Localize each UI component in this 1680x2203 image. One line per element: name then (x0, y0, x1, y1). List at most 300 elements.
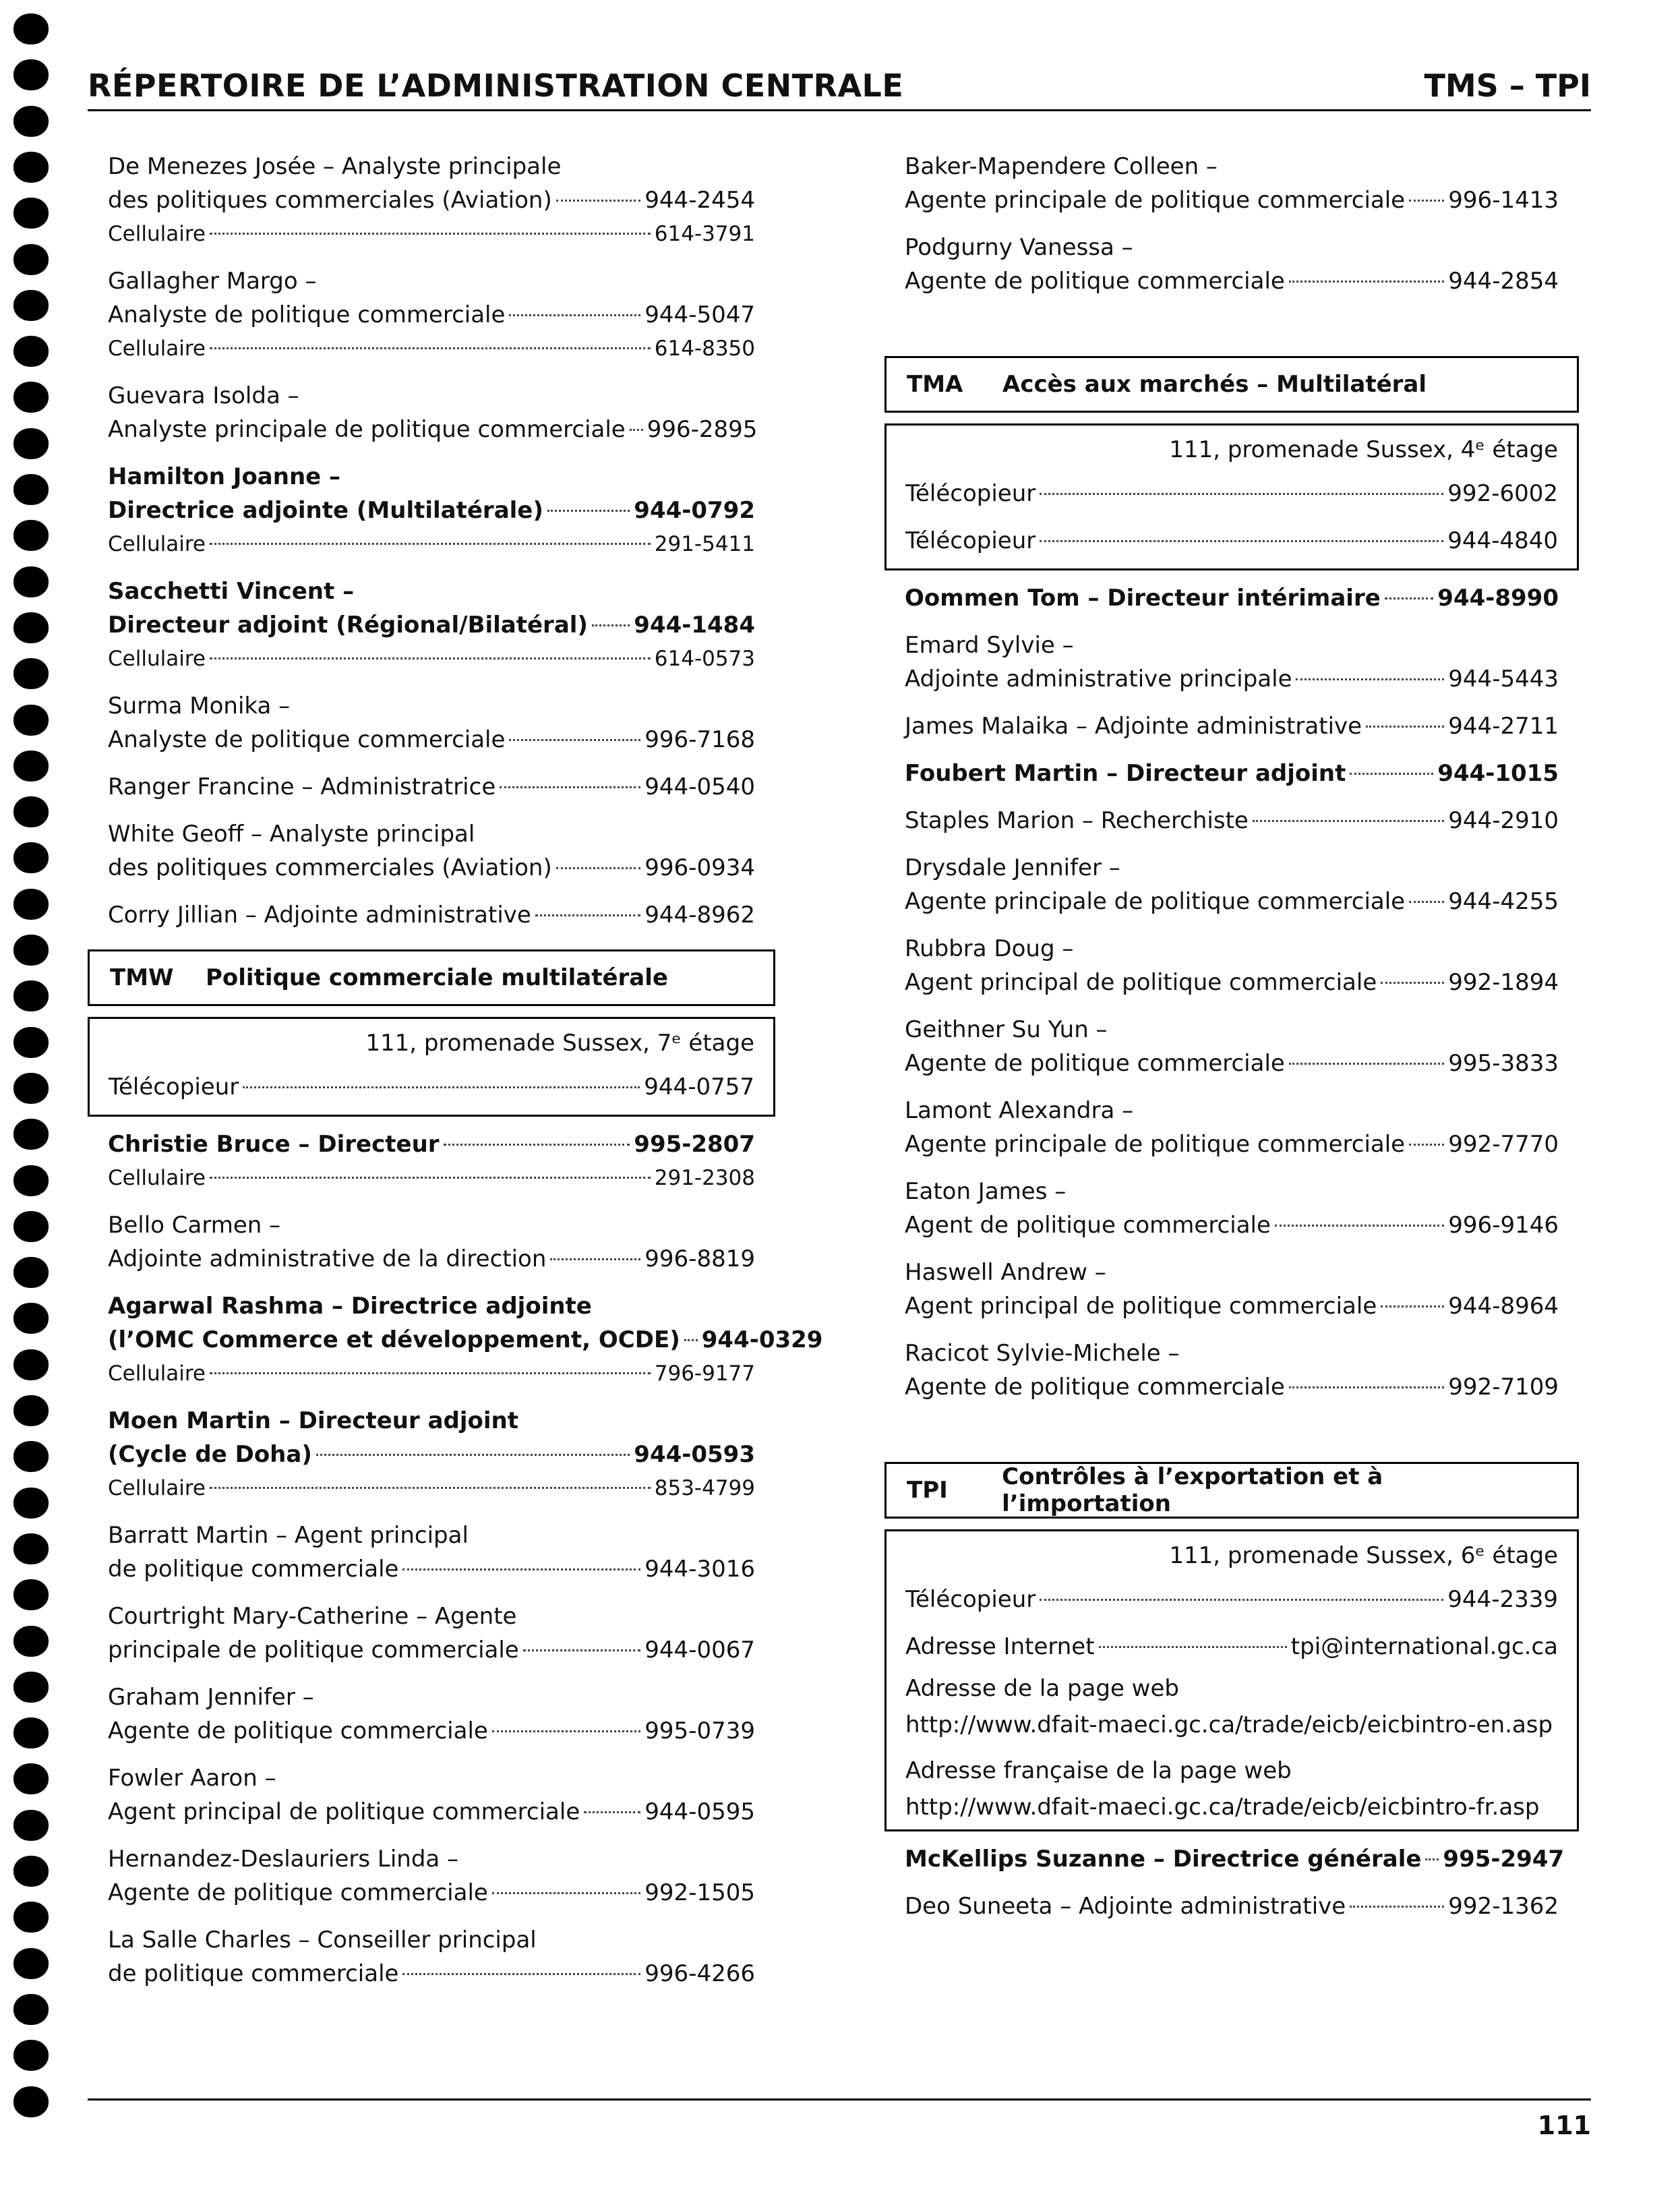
leader-dots (1366, 726, 1444, 728)
entry-text: (l’OMC Commerce et développement, OCDE) (108, 1326, 680, 1353)
binder-holes (13, 0, 61, 2203)
binder-hole (13, 382, 49, 413)
leader-dots (243, 1086, 640, 1088)
entry-text: White Geoff – Analyste principal (108, 821, 475, 848)
binder-hole (13, 1856, 49, 1887)
section-info-tma (884, 423, 1579, 570)
web-link[interactable]: http://www.dfait-maeci.gc.ca/trade/eicb/eicbintro-en.asp (905, 1711, 1553, 1738)
cell-line (108, 332, 755, 365)
phone-number: 944-5443 (1448, 666, 1559, 693)
entry-text: des politiques commerciales (Aviation) (108, 187, 552, 214)
entry-line (108, 460, 755, 494)
binder-hole (13, 2086, 49, 2117)
entry-line (905, 1013, 1559, 1047)
entry-line (108, 1957, 755, 1991)
division-code: TMS – TPI (1424, 67, 1591, 104)
directory-entry (905, 1013, 1559, 1080)
entry-text: Gallagher Margo – (108, 268, 317, 295)
binder-hole (13, 13, 49, 45)
entry-line (905, 1127, 1559, 1161)
fax-number: 992-6002 (1447, 480, 1558, 507)
leader-dots (509, 314, 640, 316)
entry-line (905, 966, 1559, 999)
directory-entry (108, 689, 755, 757)
directory-entry (108, 1842, 755, 1910)
entry-text: Moen Martin – Directeur adjoint (108, 1407, 519, 1434)
phone-number: 944-2854 (1448, 268, 1559, 295)
entry-text: Hamilton Joanne – (108, 463, 341, 490)
binder-hole (13, 1211, 49, 1242)
phone-number: 992-1505 (644, 1879, 755, 1906)
phone-number: 944-1484 (634, 612, 755, 639)
leader-dots (1040, 493, 1443, 495)
entry-line (108, 1242, 755, 1276)
phone-number: 996-7168 (644, 726, 755, 753)
phone-number: 996-4266 (644, 1960, 755, 1987)
email-label: Adresse Internet (905, 1633, 1095, 1660)
fax-number: 944-4840 (1447, 527, 1558, 554)
binder-hole (13, 1073, 49, 1104)
entry-text: Agente principale de politique commerciale (905, 888, 1406, 915)
leader-dots (547, 510, 630, 512)
leader-dots (1381, 982, 1444, 984)
directory-entry (905, 1175, 1559, 1242)
section-name: Accès aux marchés – Multilatéral (1002, 371, 1427, 398)
entry-text: Agente de politique commerciale (108, 1717, 488, 1744)
directory-entry (108, 1519, 755, 1586)
entry-text: Analyste principale de politique commerciale (108, 416, 626, 443)
entry-line (108, 1633, 755, 1667)
entry-list (905, 581, 1559, 1404)
directory-entry (905, 1842, 1565, 1876)
binder-hole (13, 1533, 49, 1564)
phone-number: 995-3833 (1448, 1050, 1559, 1077)
directory-entry (108, 1923, 755, 1991)
binder-hole (13, 889, 49, 920)
entry-text: Directeur adjoint (Régional/Bilatéral) (108, 612, 588, 639)
phone-number: 944-2454 (644, 187, 755, 214)
entry-text: principale de politique commerciale (108, 1637, 519, 1664)
directory-entry (108, 1761, 755, 1829)
directory-entry (108, 1289, 823, 1390)
cell-label: Cellulaire (108, 222, 206, 246)
entry-text: Analyste de politique commerciale (108, 301, 506, 328)
entry-line (905, 1370, 1559, 1404)
phone-number: 944-8990 (1437, 585, 1559, 612)
cell-label: Cellulaire (108, 336, 206, 361)
leader-dots (402, 1973, 640, 1975)
entry-line (905, 1337, 1559, 1370)
cell-label: Cellulaire (108, 532, 206, 556)
entry-line (108, 264, 755, 298)
entry-text: Agent principal de politique commerciale (905, 969, 1377, 996)
entry-text: Agent principal de politique commerciale (905, 1293, 1377, 1320)
directory-entry (905, 851, 1559, 918)
entry-line (108, 379, 755, 413)
fax-line (905, 1576, 1558, 1623)
binder-hole (13, 1257, 49, 1288)
entry-text: La Salle Charles – Conseiller principal (108, 1927, 537, 1954)
entry-line (905, 150, 1559, 183)
entry-text: Graham Jennifer – (108, 1684, 314, 1711)
entry-text: Hernandez-Deslauriers Linda – (108, 1846, 459, 1873)
binder-hole (13, 290, 49, 321)
phone-number: 944-0329 (701, 1326, 823, 1353)
entry-line (905, 1208, 1559, 1242)
leader-dots (1040, 540, 1443, 542)
leader-dots (210, 233, 651, 235)
binder-hole (13, 612, 49, 643)
leader-dots (210, 543, 651, 545)
section-code: TMW (110, 964, 174, 991)
entry-text: James Malaika – Adjointe administrative (905, 713, 1362, 740)
leader-dots (1350, 1906, 1444, 1908)
binder-hole (13, 1810, 49, 1841)
entry-line (108, 1680, 755, 1714)
entry-line (905, 1094, 1559, 1127)
directory-entry (905, 150, 1559, 217)
directory-entry (905, 581, 1559, 615)
section-address: 111, promenade Sussex, 4ᵉ étage (1169, 436, 1558, 463)
entry-text: Courtright Mary-Catherine – Agente (108, 1603, 517, 1630)
entry-line (108, 1323, 823, 1357)
entry-text: Baker-Mapendere Colleen – (905, 153, 1218, 180)
entry-line (108, 770, 755, 804)
binder-hole (13, 1441, 49, 1472)
phone-number: 944-0595 (644, 1798, 755, 1825)
leader-dots (584, 1811, 640, 1813)
entry-text: Fowler Aaron – (108, 1765, 276, 1792)
phone-number: 992-1894 (1448, 969, 1559, 996)
entry-text: Adjointe administrative principale (905, 666, 1292, 693)
phone-number: 944-4255 (1448, 888, 1559, 915)
leader-dots (556, 867, 641, 869)
fax-label: Télécopieur (905, 527, 1036, 554)
directory-entry (905, 1337, 1559, 1404)
page-header (88, 61, 1591, 108)
binder-hole (13, 1763, 49, 1794)
entry-line (905, 932, 1559, 966)
entry-line (905, 1842, 1565, 1876)
binder-hole (13, 198, 49, 229)
binder-hole (13, 59, 49, 90)
binder-hole (13, 152, 49, 183)
leader-dots (210, 1487, 651, 1489)
page-number: 111 (1537, 2111, 1591, 2140)
entry-line (108, 898, 755, 932)
leader-dots (1296, 678, 1444, 680)
binder-hole (13, 106, 49, 137)
leader-dots (1409, 1144, 1444, 1146)
entry-text: Rubbra Doug – (905, 935, 1074, 962)
binder-hole (13, 1303, 49, 1334)
leader-dots (210, 657, 651, 659)
entry-text: Directrice adjointe (Multilatérale) (108, 497, 543, 524)
entry-text: Agente de politique commerciale (905, 268, 1285, 295)
entry-text: Sacchetti Vincent – (108, 578, 355, 605)
entry-text: de politique commerciale (108, 1556, 399, 1583)
directory-entry (108, 1599, 755, 1667)
binder-hole (13, 1165, 49, 1196)
entry-line (108, 1599, 755, 1633)
binder-hole (13, 705, 49, 736)
entry-list (108, 1127, 823, 1991)
phone-number: 944-0792 (634, 497, 755, 524)
binder-hole (13, 1488, 49, 1519)
entry-line (905, 1289, 1559, 1323)
entry-line (905, 1047, 1559, 1080)
cell-line (108, 642, 755, 676)
leader-dots (523, 1649, 641, 1651)
section-info-tmw (88, 1017, 775, 1117)
header-rule (88, 109, 1591, 111)
entry-line (905, 1175, 1559, 1208)
section-info-tpi (884, 1529, 1579, 1831)
entry-text: Haswell Andrew – (905, 1259, 1106, 1286)
leader-dots (630, 429, 643, 431)
section-header-tmw (88, 949, 775, 1006)
entry-line (905, 264, 1559, 298)
directory-entry (905, 1094, 1559, 1161)
leader-dots (1381, 1305, 1444, 1308)
entry-line (905, 851, 1559, 885)
entry-text: Bello Carmen – (108, 1212, 281, 1239)
entry-text: de politique commerciale (108, 1960, 399, 1987)
binder-hole (13, 1395, 49, 1426)
phone-number: 944-2910 (1448, 807, 1559, 834)
entry-text: Agarwal Rashma – Directrice adjointe (108, 1293, 592, 1320)
directory-entry (108, 1680, 755, 1748)
leader-dots (1385, 597, 1433, 599)
entry-text: Christie Bruce – Directeur (108, 1131, 440, 1158)
entry-text: (Cycle de Doha) (108, 1441, 312, 1468)
entry-line (108, 1208, 755, 1242)
fax-label: Télécopieur (109, 1074, 239, 1100)
entry-line (108, 183, 755, 217)
entry-text: De Menezes Josée – Analyste principale (108, 153, 562, 180)
entry-line (108, 494, 755, 527)
entry-line (108, 1519, 755, 1552)
phone-number: 944-0067 (644, 1637, 755, 1664)
leader-dots (210, 347, 651, 349)
binder-hole (13, 1626, 49, 1657)
entry-line (108, 851, 755, 885)
entry-line (108, 150, 755, 183)
leader-dots (1275, 1225, 1444, 1227)
leader-dots (1409, 200, 1444, 202)
entry-text: McKellips Suzanne – Directrice générale (905, 1846, 1422, 1873)
phone-number: 944-8964 (1448, 1293, 1559, 1320)
binder-hole (13, 842, 49, 873)
leader-dots (1350, 773, 1433, 775)
phone-number: 996-8819 (644, 1245, 755, 1272)
entry-line (108, 413, 758, 446)
entry-text: Agent principal de politique commerciale (108, 1798, 580, 1825)
entry-text: Racicot Sylvie-Michele – (905, 1340, 1180, 1367)
entry-line (108, 1404, 755, 1438)
binder-hole (13, 566, 49, 597)
web-fr-label: Adresse française de la page web (905, 1757, 1292, 1784)
leader-dots (402, 1568, 640, 1570)
binder-hole (13, 1717, 49, 1749)
section-address: 111, promenade Sussex, 6ᵉ étage (1169, 1542, 1558, 1569)
entry-list (108, 150, 758, 932)
web-label: Adresse de la page web (905, 1675, 1179, 1702)
leader-dots (1040, 1599, 1443, 1601)
entry-line (108, 689, 755, 723)
fax-number: 944-2339 (1447, 1586, 1558, 1613)
entry-line (108, 575, 755, 608)
binder-hole (13, 244, 49, 275)
directory-entry (905, 757, 1559, 790)
section-code: TMA (907, 371, 963, 398)
directory-entry (905, 628, 1559, 696)
cell-label: Cellulaire (108, 1166, 206, 1190)
entry-line (108, 1289, 755, 1323)
directory-entry (108, 460, 755, 561)
binder-hole (13, 1672, 49, 1703)
entry-line (108, 1552, 755, 1586)
binder-hole (13, 336, 49, 367)
entry-line (108, 1714, 755, 1748)
entry-line (905, 885, 1559, 918)
entry-text: Agente principale de politique commerciale (905, 187, 1406, 214)
phone-number: 291-2308 (654, 1166, 755, 1190)
section-header-tpi (884, 1462, 1579, 1519)
email-link[interactable]: tpi@international.gc.ca (1290, 1633, 1558, 1660)
binder-hole (13, 796, 49, 827)
leader-dots (1409, 901, 1444, 903)
section-name: Politique commerciale multilatérale (206, 964, 668, 991)
phone-number: 992-7109 (1448, 1374, 1559, 1401)
phone-number: 944-0593 (634, 1441, 755, 1468)
entry-text: Podgurny Vanessa – (905, 234, 1133, 261)
leader-dots (556, 200, 641, 202)
fax-line (109, 1063, 754, 1111)
directory-entry (108, 264, 755, 365)
footer-rule (88, 2098, 1591, 2101)
entry-text: Agente de politique commerciale (108, 1879, 488, 1906)
phone-number: 996-9146 (1448, 1212, 1559, 1239)
binder-hole (13, 428, 49, 459)
directory-entry (905, 1889, 1559, 1923)
leader-dots (550, 1258, 640, 1260)
section-address: 111, promenade Sussex, 7ᵉ étage (365, 1030, 754, 1057)
phone-number: 614-3791 (654, 222, 755, 246)
leader-dots (210, 1177, 651, 1179)
directory-entry (905, 709, 1559, 743)
entry-line (905, 628, 1559, 662)
directory-entry (108, 150, 755, 251)
entry-text: Eaton James – (905, 1178, 1067, 1205)
phone-number: 944-2711 (1448, 713, 1559, 740)
entry-line (108, 1438, 755, 1471)
entry-text: Agente de politique commerciale (905, 1374, 1285, 1401)
binder-hole (13, 2040, 49, 2071)
phone-number: 944-1015 (1437, 760, 1559, 787)
entry-line (905, 231, 1559, 264)
entry-line (108, 1761, 755, 1795)
entry-line (108, 817, 755, 851)
entry-line (905, 581, 1559, 615)
binder-hole (13, 1349, 49, 1380)
section-header-tma (884, 356, 1579, 413)
cell-line (108, 527, 755, 561)
entry-text: Oommen Tom – Directeur intérimaire (905, 585, 1381, 612)
phone-number: 614-0573 (654, 647, 755, 671)
left-column (108, 150, 823, 2004)
entry-text: Staples Marion – Recherchiste (905, 807, 1249, 834)
entry-line (108, 723, 755, 757)
fax-line (905, 470, 1558, 517)
cell-label: Cellulaire (108, 647, 206, 671)
cell-line (108, 1161, 755, 1195)
email-line (905, 1623, 1558, 1670)
phone-number: 944-5047 (644, 301, 755, 328)
entry-list (905, 150, 1559, 298)
entry-text: Adjointe administrative de la direction (108, 1245, 547, 1272)
cell-label: Cellulaire (108, 1476, 206, 1500)
entry-text: Deo Suneeta – Adjointe administrative (905, 1893, 1346, 1920)
entry-text: Corry Jillian – Adjointe administrative (108, 902, 531, 929)
leader-dots (592, 624, 630, 626)
entry-text: Foubert Martin – Directeur adjoint (905, 760, 1346, 787)
binder-hole (13, 1902, 49, 1933)
binder-hole (13, 980, 49, 1011)
entry-text: Geithner Su Yun – (905, 1016, 1108, 1043)
entry-line (905, 183, 1559, 217)
directory-entry (905, 932, 1559, 999)
directory-entry (108, 379, 758, 446)
right-column (905, 150, 1565, 1937)
leader-dots (1099, 1646, 1287, 1648)
phone-number: 996-1413 (1448, 187, 1559, 214)
binder-hole (13, 1119, 49, 1150)
entry-line (108, 1923, 755, 1957)
phone-number: 853-4799 (654, 1476, 755, 1500)
fax-number: 944-0757 (644, 1074, 754, 1100)
phone-number: 796-9177 (654, 1361, 755, 1386)
leader-dots (1289, 1386, 1444, 1388)
leader-dots (509, 739, 640, 741)
cell-label: Cellulaire (108, 1361, 206, 1386)
section-name: Contrôles à l’exportation et à l’importation (1002, 1463, 1383, 1517)
cell-line (108, 217, 755, 251)
entry-text: Barratt Martin – Agent principal (108, 1522, 469, 1549)
leader-dots (1289, 281, 1444, 283)
entry-list (905, 1842, 1565, 1923)
entry-text: Analyste de politique commerciale (108, 726, 506, 753)
fax-label: Télécopieur (905, 1586, 1036, 1613)
entry-line (108, 1795, 755, 1829)
section-code: TPI (907, 1477, 948, 1504)
fax-label: Télécopieur (905, 480, 1036, 507)
directory-entry (108, 1404, 755, 1505)
entry-line (108, 298, 755, 332)
web-fr-link[interactable]: http://www.dfait-maeci.gc.ca/trade/eicb/eicbintro-fr.asp (905, 1794, 1540, 1821)
entry-text: Ranger Francine – Administratrice (108, 773, 496, 800)
binder-hole (13, 520, 49, 551)
binder-hole (13, 1948, 49, 1979)
phone-number: 992-1362 (1448, 1893, 1559, 1920)
directory-entry (108, 1208, 755, 1276)
entry-line (905, 662, 1559, 696)
directory-entry (905, 1256, 1559, 1323)
binder-hole (13, 1027, 49, 1058)
phone-number: 996-2895 (647, 416, 758, 443)
entry-line (905, 709, 1559, 743)
entry-text: Drysdale Jennifer – (905, 854, 1120, 881)
